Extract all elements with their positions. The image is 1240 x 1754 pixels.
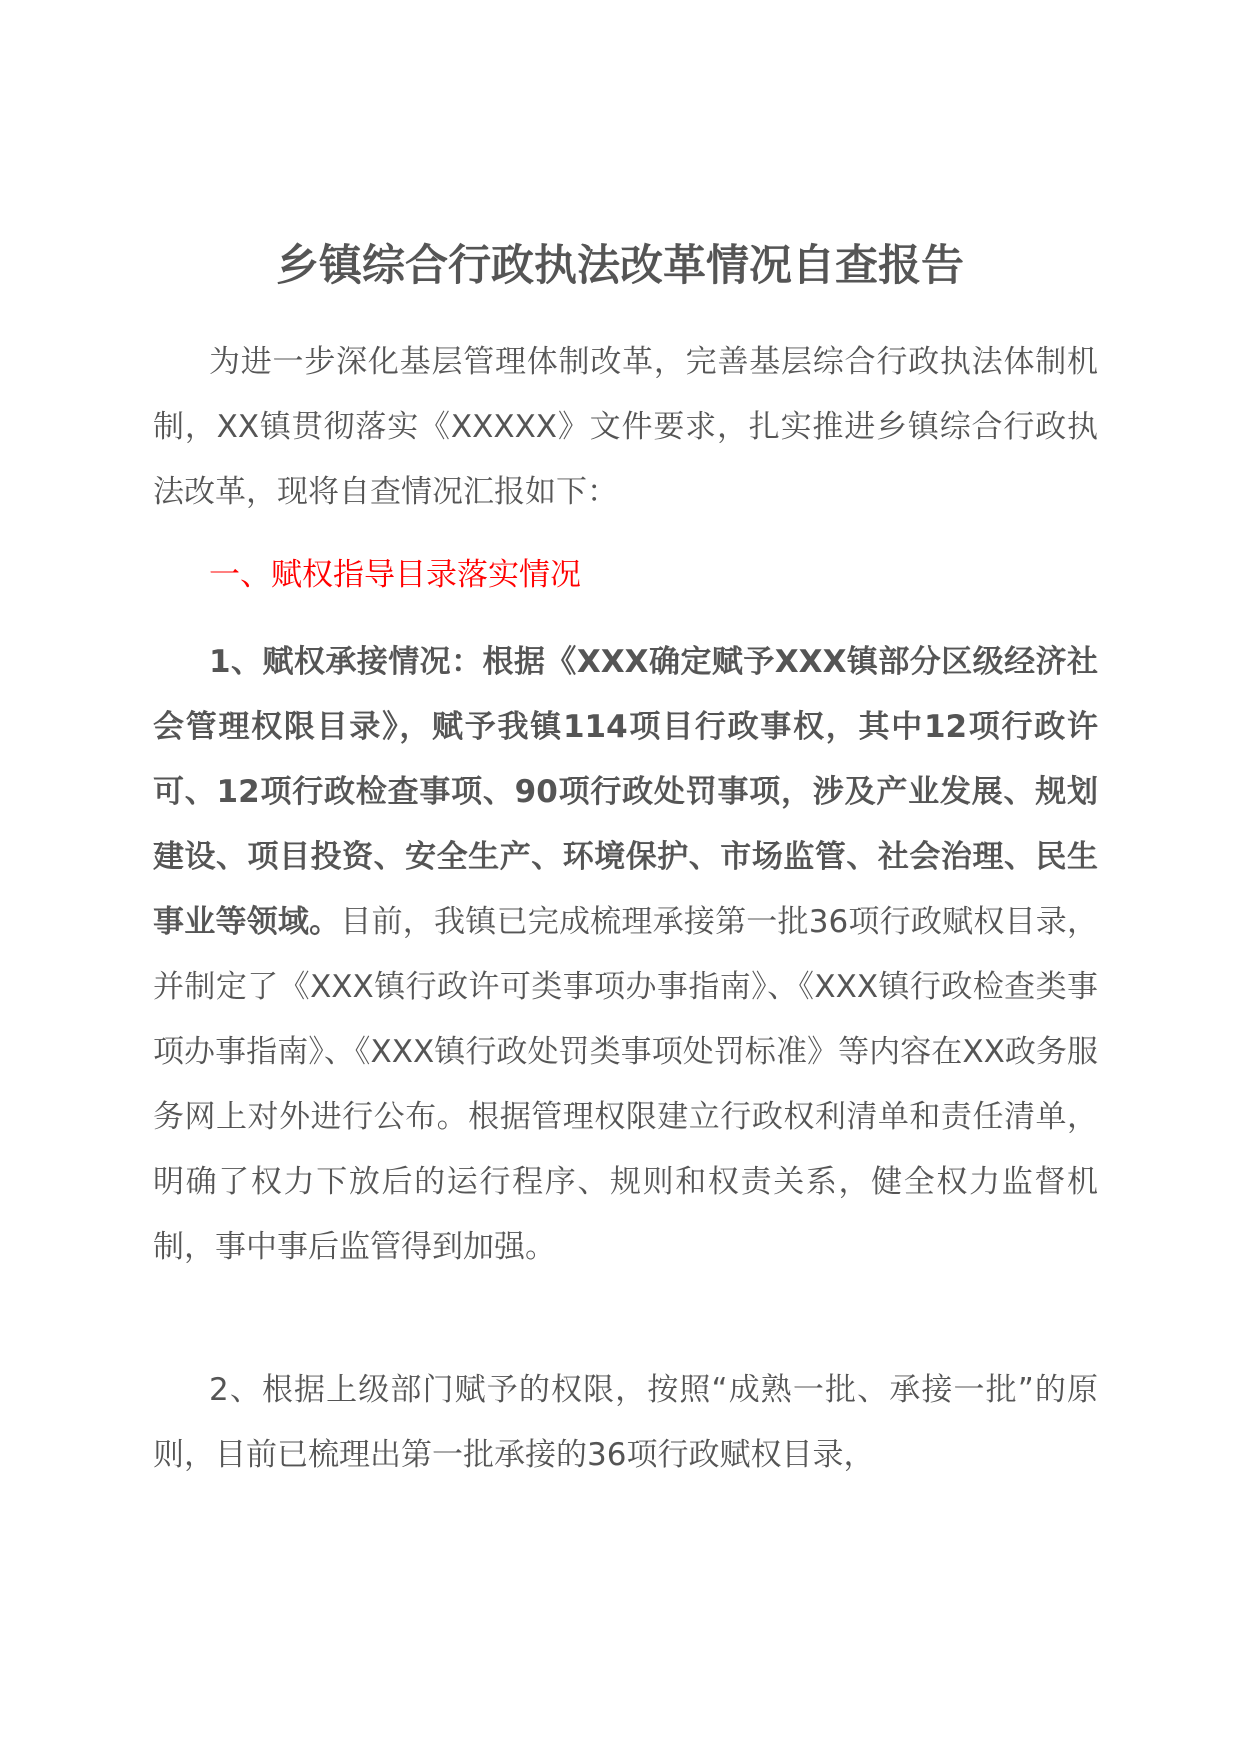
- paragraph-1-bold-text: 1、赋权承接情况：根据《XXX确定赋予XXX镇部分区级经济社会管理权限目录》，赋予我镇114项目行政事权，其中12项行政许可、12项行政检查事项、90项行政处罚事项，涉及产业发展、规划建设、项目投资、安全生产、环境保护、市场监管、社会治理、民生事业等领域。: [153, 644, 1098, 940]
- section-heading-1: 一、赋权指导目录落实情况: [209, 557, 581, 593]
- paragraph-1-text: 目前，我镇已完成梳理承接第一批36项行政赋权目录，并制定了《XXX镇行政许可类事项办事指南》、《XXX镇行政检查类事项办事指南》、《XXX镇行政处罚类事项处罚标准》等内容在XX政务服务网上对外进行公布。根据管理权限建立行政权利清单和责任清单，明确了权力下放后的运行程序、规则和权责关系，健全权力监督机制，事中事后监管得到加强。: [153, 904, 1098, 1265]
- paragraph-2: 2、根据上级部门赋予的权限，按照“成熟一批、承接一批”的原则，目前已梳理出第一批承接的36项行政赋权目录，: [153, 1372, 1098, 1473]
- intro-paragraph: 为进一步深化基层管理体制改革，完善基层综合行政执法体制机制，XX镇贯彻落实《XXXXX》文件要求，扎实推进乡镇综合行政执法改革，现将自查情况汇报如下：: [153, 344, 1098, 510]
- paragraph-1: [153, 630, 1098, 1280]
- document-title: 乡镇综合行政执法改革情况自查报告: [276, 241, 964, 291]
